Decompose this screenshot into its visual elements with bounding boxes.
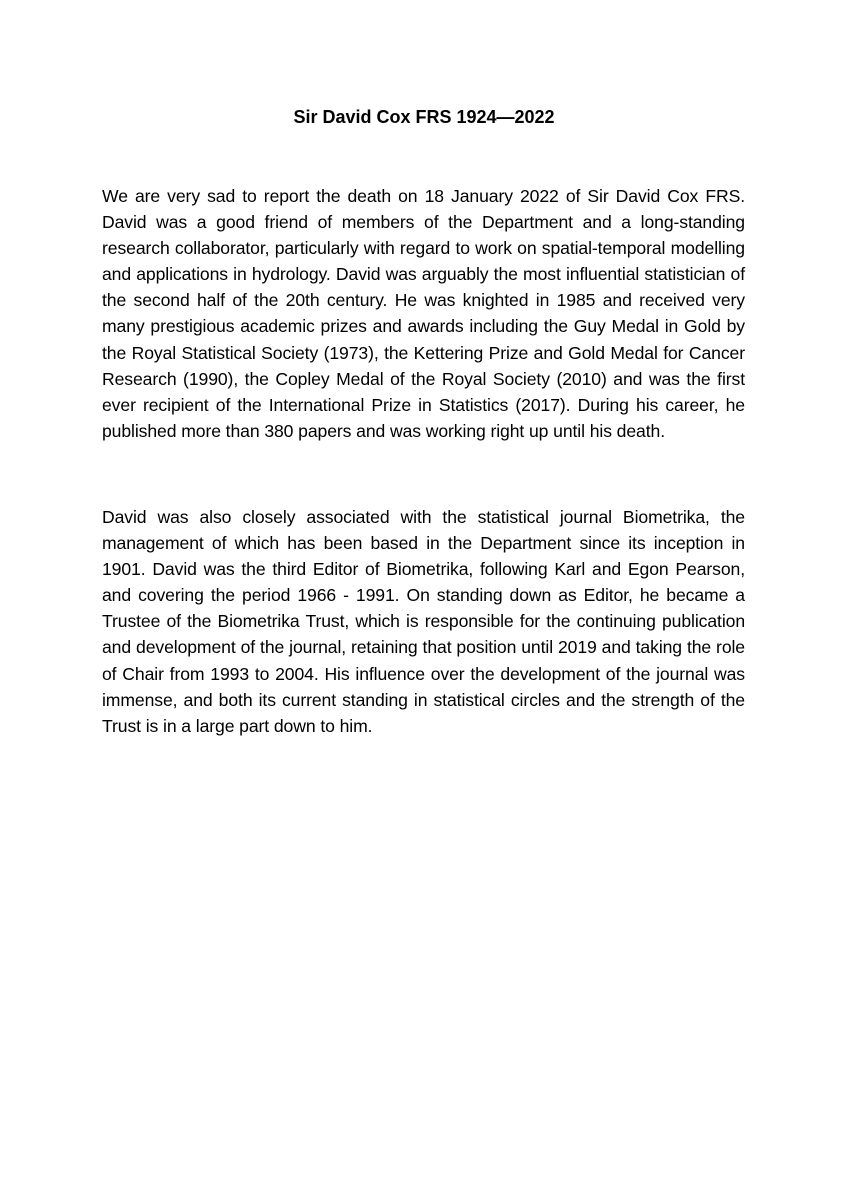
paragraph-obituary: We are very sad to report the death on 18 January 2022 of Sir David Cox FRS. David was a good friend of members of the Department and a long-standing research collaborator, particularly with regard to work on spatial-temporal modelling and applications in hydrology. David was arguably the most influential statistician of the second half of the 20th century. He was knighted in 1985 and received very many prestigious academic prizes and awards including the Guy Medal in Gold by the Royal Statistical Society (1973), the Kettering Prize and Gold Medal for Cancer Research (1990), the Copley Medal of the Royal Society (2010) and was the first ever recipient of the International Prize in Statistics (2017). During his career, he published more than 380 papers and was working right up until his death. bbox=[102, 186, 745, 441]
paragraph-biometrika: David was also closely associated with the statistical journal Biometrika, the management of which has been based in the Department since its inception in 1901. David was the third Editor of Biometrika, following Karl and Egon Pearson, and covering the period 1966 - 1991. On standing down as Editor, he became a Trustee of the Biometrika Trust, which is responsible for the continuing publication and development of the journal, retaining that position until 2019 and taking the role of Chair from 1993 to 2004. His influence over the development of the journal was immense, and both its current standing in statistical circles and the strength of the Trust is in a large part down to him. bbox=[102, 507, 745, 736]
document-title: Sir David Cox FRS 1924—2022 bbox=[293, 107, 555, 127]
